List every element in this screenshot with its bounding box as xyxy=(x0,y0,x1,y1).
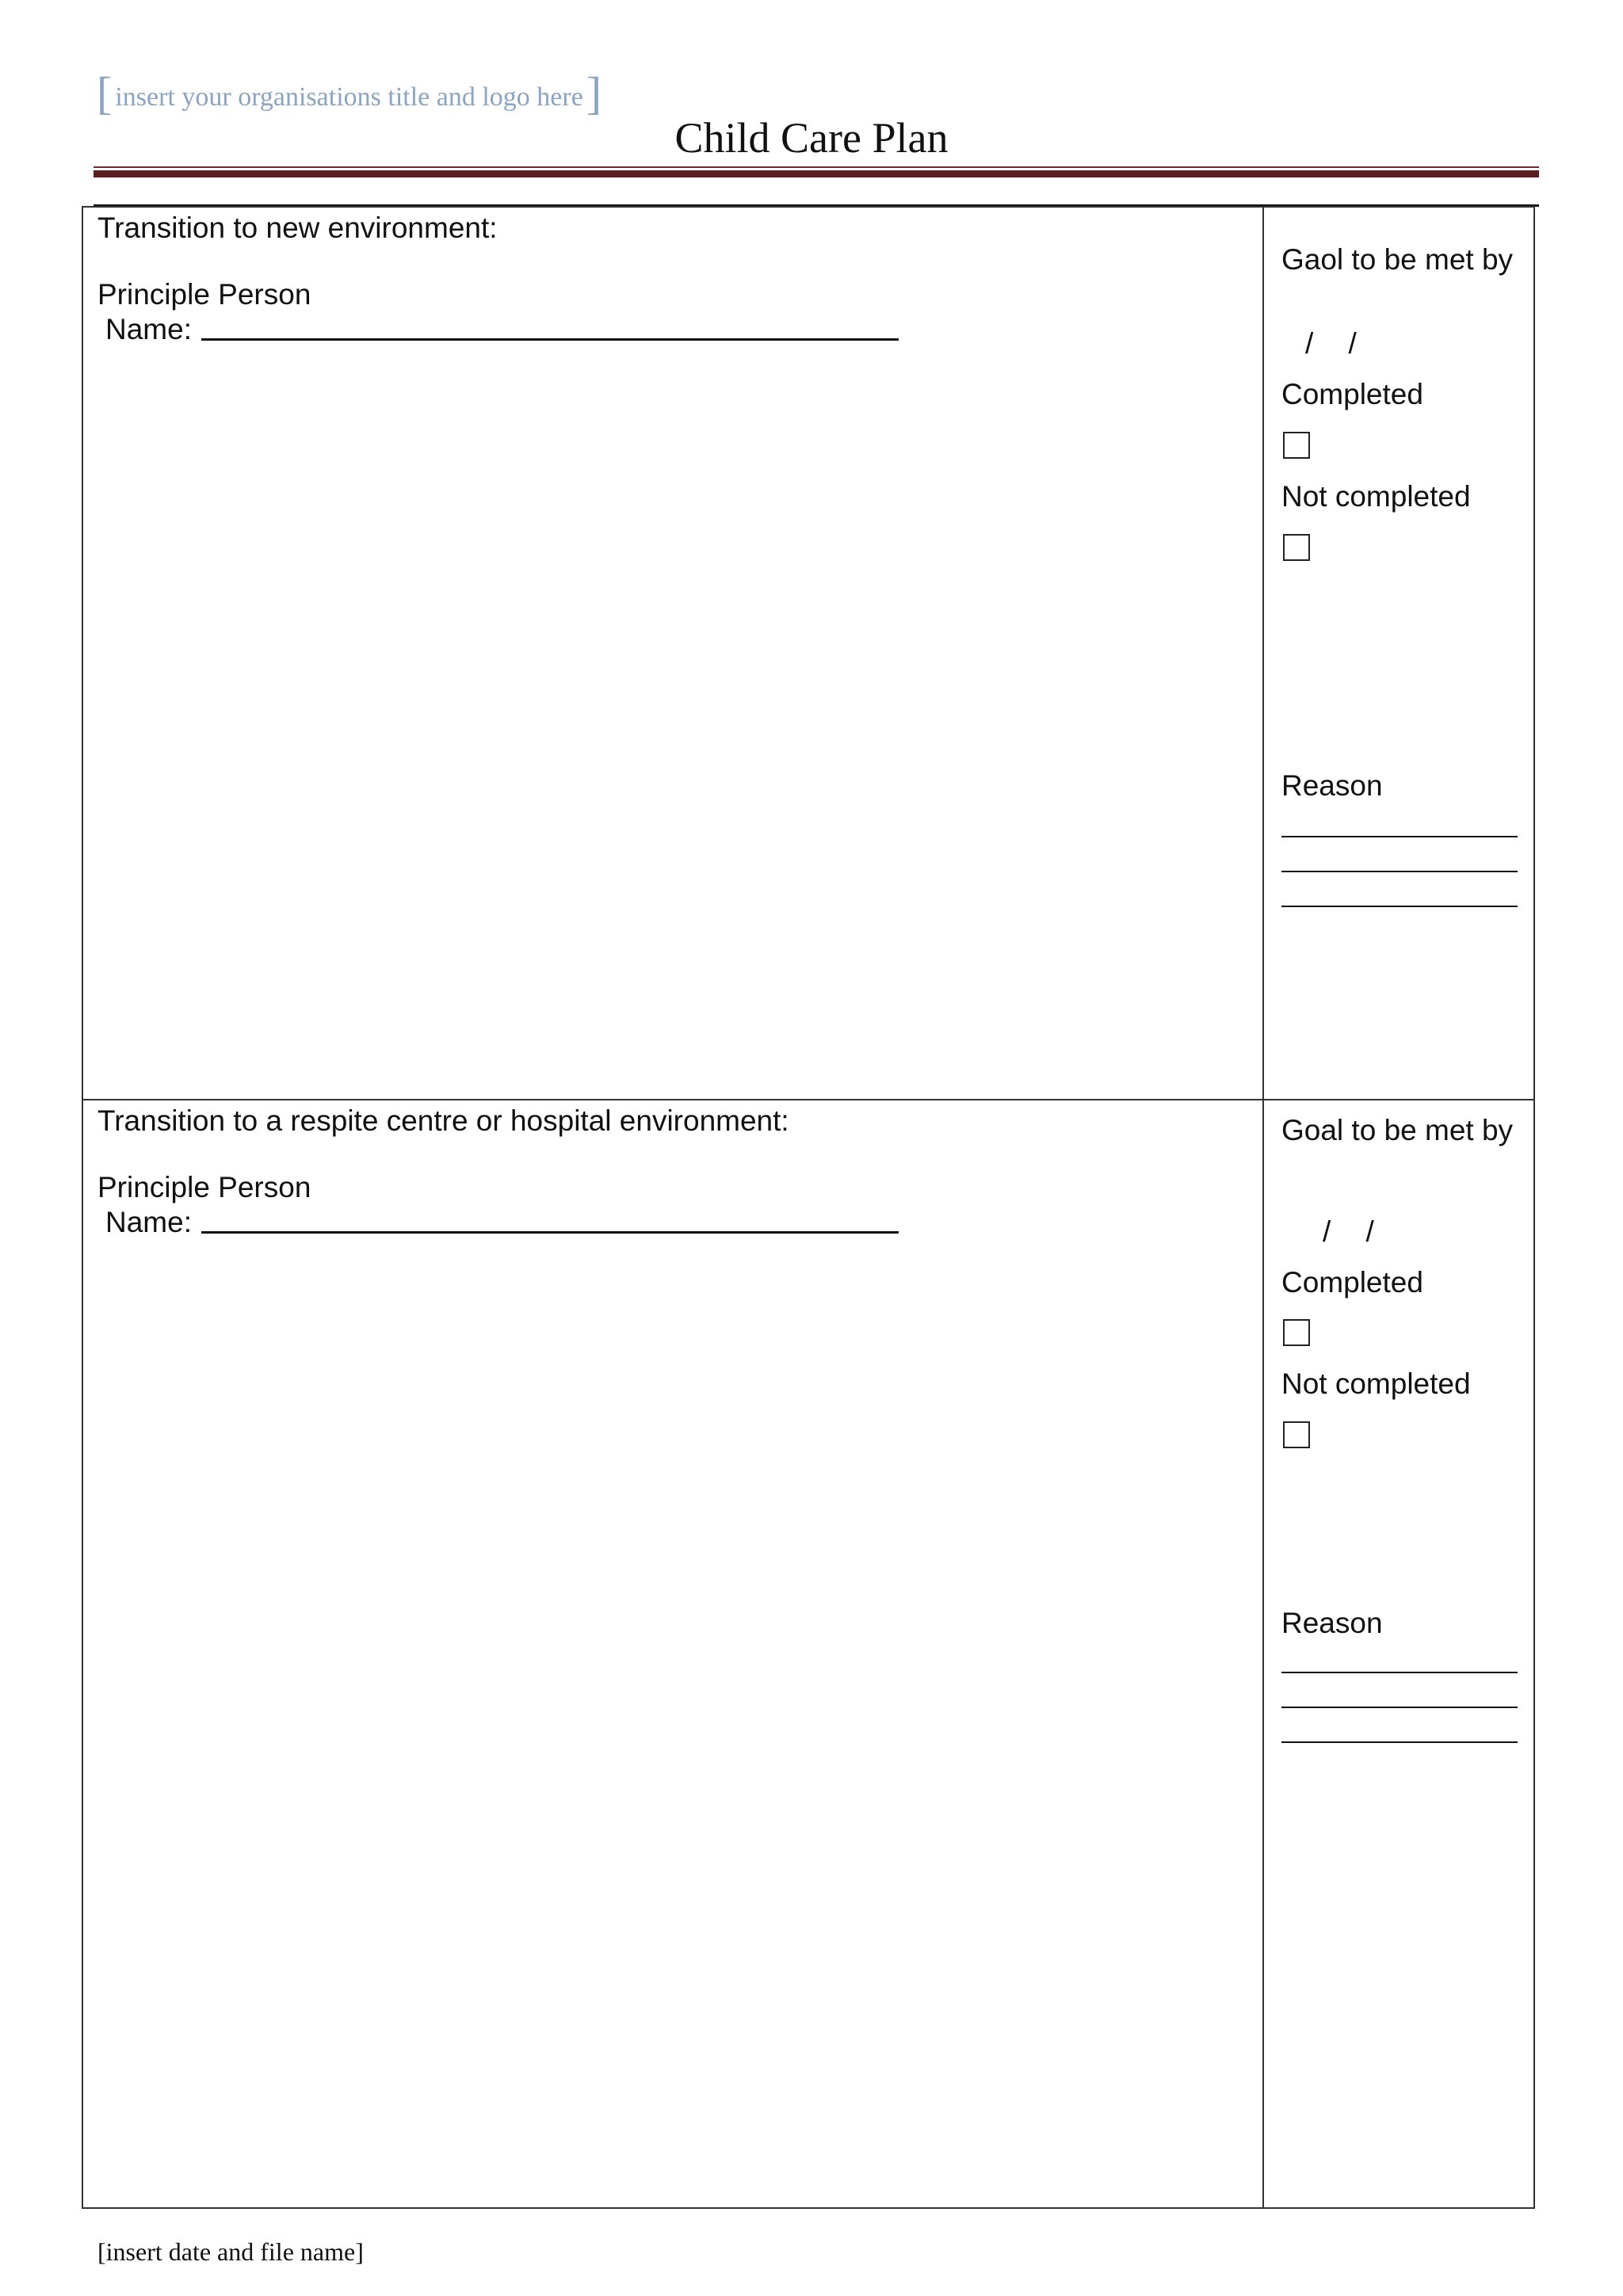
name-input-line[interactable] xyxy=(201,338,899,341)
reason-line-2[interactable] xyxy=(1281,871,1518,872)
section-side-cell xyxy=(1264,1100,1533,2207)
goal-date-field[interactable]: / / xyxy=(1305,327,1357,360)
section-main-cell[interactable] xyxy=(83,1100,1264,2207)
not-completed-label: Not completed xyxy=(1281,480,1471,513)
bracket-open: [ xyxy=(97,67,113,119)
name-label: Name: xyxy=(105,313,192,345)
name-row xyxy=(105,312,899,347)
footer-date-file-placeholder: [insert date and file name] xyxy=(97,2237,364,2266)
reason-label: Reason xyxy=(1281,1607,1383,1639)
reason-line-3[interactable] xyxy=(1281,906,1518,907)
goal-date-label: Goal to be met by xyxy=(1281,1114,1514,1146)
section-new-environment xyxy=(83,208,1533,1100)
name-input-line[interactable] xyxy=(201,1231,899,1234)
section-heading: Transition to a respite centre or hospital environment: xyxy=(97,1104,789,1137)
bracket-close: ] xyxy=(586,67,602,119)
reason-line-1[interactable] xyxy=(1281,1672,1518,1673)
reason-line-3[interactable] xyxy=(1281,1741,1518,1743)
section-heading: Transition to new environment: xyxy=(97,212,498,244)
organisation-placeholder-text: insert your organisations title and logo here xyxy=(115,82,583,112)
not-completed-label: Not completed xyxy=(1281,1367,1471,1400)
header-rule-thick xyxy=(94,170,1539,177)
principle-person-label: Principle Person xyxy=(97,1171,311,1203)
reason-line-1[interactable] xyxy=(1281,836,1518,837)
completed-label: Completed xyxy=(1281,1266,1423,1299)
section-side-cell xyxy=(1264,208,1533,1099)
goal-date-label: Gaol to be met by xyxy=(1281,243,1514,276)
section-main-cell[interactable] xyxy=(83,208,1264,1099)
name-row xyxy=(105,1205,899,1240)
goal-date-field[interactable]: / / xyxy=(1323,1215,1374,1248)
completed-checkbox[interactable] xyxy=(1283,1319,1310,1346)
reason-line-2[interactable] xyxy=(1281,1707,1518,1708)
not-completed-checkbox[interactable] xyxy=(1283,534,1310,561)
document-title: Child Care Plan xyxy=(674,114,949,162)
name-label: Name: xyxy=(105,1206,192,1238)
principle-person-label: Principle Person xyxy=(97,278,311,311)
completed-checkbox[interactable] xyxy=(1283,432,1310,459)
section-respite-hospital xyxy=(83,1100,1533,2207)
not-completed-checkbox[interactable] xyxy=(1283,1421,1310,1448)
reason-label: Reason xyxy=(1281,769,1383,802)
care-plan-table xyxy=(82,206,1535,2209)
completed-label: Completed xyxy=(1281,378,1423,410)
header-rule-thin xyxy=(94,166,1539,168)
